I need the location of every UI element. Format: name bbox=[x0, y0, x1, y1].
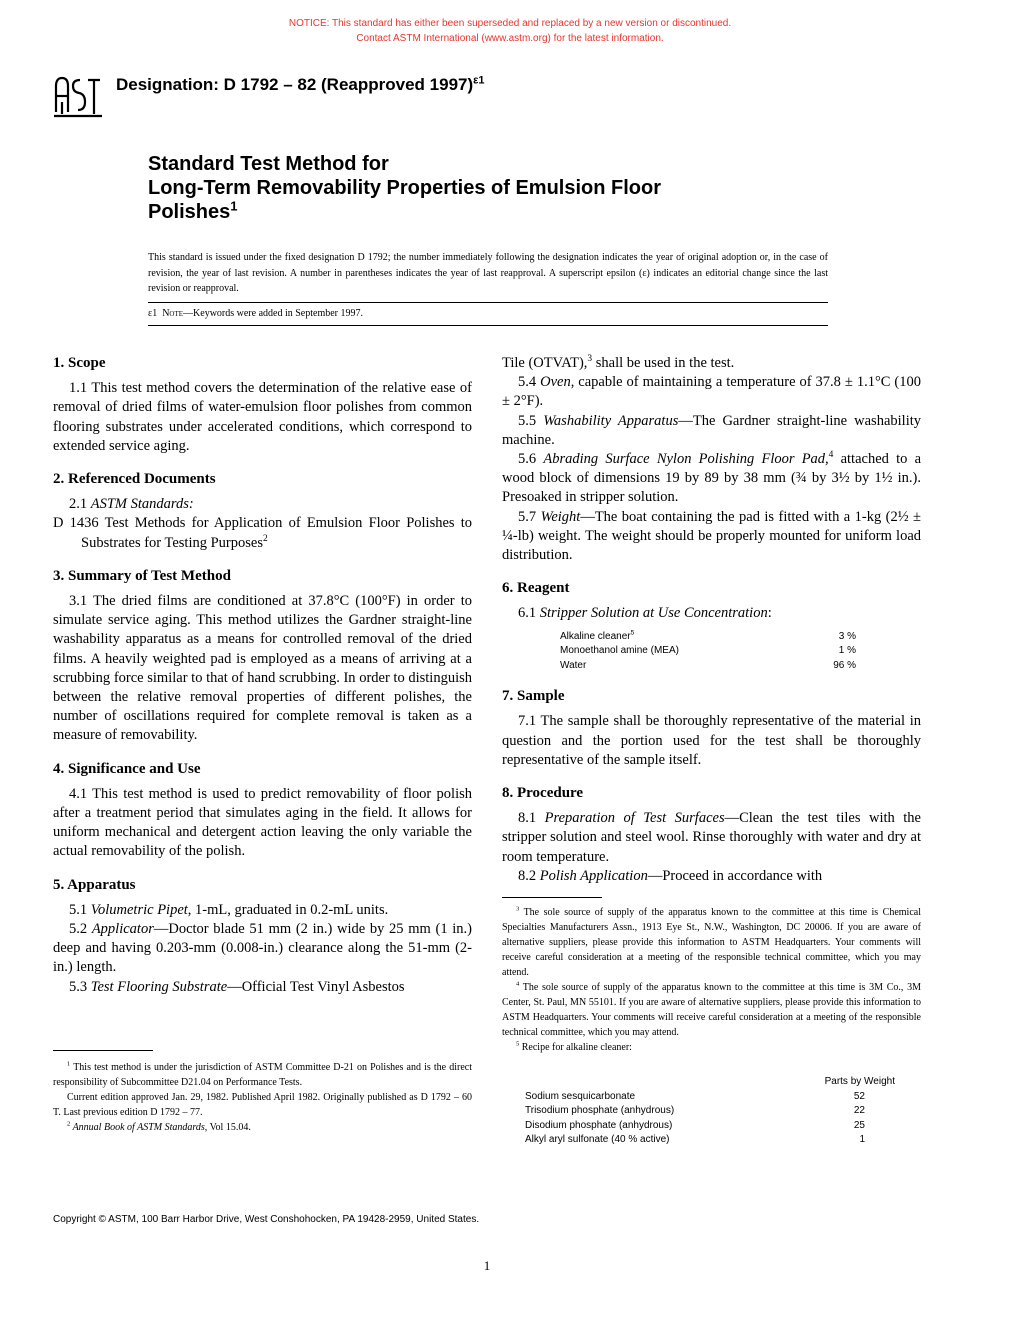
para-2-1: 2.1 ASTM Standards: bbox=[69, 496, 194, 513]
table-row: Alkaline cleaner$^5$ 3 % bbox=[560, 629, 856, 642]
left-column bbox=[53, 354, 472, 997]
para-5-7: 5.7 Weight—The boat containing the pad is fitted with a 1-kg (2½ ± ¼-lb) weight. The weight should be properly mounted for uniform load distribution. bbox=[502, 508, 922, 564]
table-row: Trisodium phosphate (anhydrous) 22 bbox=[525, 1105, 865, 1116]
para-7-1: 7.1 The sample shall be thoroughly representative of the material in question and the portion used for the test shall be thoroughly representative of the sample itself. bbox=[502, 713, 921, 768]
notice-line-1: NOTICE: This standard has either been superseded and replaced by a new version or discontinued. bbox=[288, 18, 732, 29]
copyright-line: Copyright © ASTM, 100 Barr Harbor Drive, West Conshohocken, PA 19428-2959, United States. bbox=[53, 1214, 480, 1225]
section-5-heading: 5. Apparatus bbox=[53, 876, 136, 893]
footnote-5: $^5$ Recipe for alkaline cleaner: bbox=[516, 1040, 632, 1053]
table-row: Disodium phosphate (anhydrous) 25 bbox=[525, 1119, 865, 1131]
para-5-4: 5.4 Oven, capable of maintaining a temperature of 37.8 ± 1.1°C (100 ± 2°F). bbox=[502, 374, 922, 410]
right-footnotes bbox=[502, 905, 921, 1055]
editorial-note-label: Note bbox=[162, 308, 184, 319]
para-5-6: 5.6 Abrading Surface Nylon Polishing Floor Pad,$^4$ attached to a wood block of dimensions 19 by 89 by 38 mm (¾ by 3½ by 1½ in.). Presoaked in stripper solution. bbox=[502, 450, 922, 506]
para-5-5: 5.5 Washability Apparatus—The Gardner straight-line washability machine. bbox=[502, 412, 921, 448]
issuance-statement: This standard is issued under the fixed designation D 1792; the number immediately following the designation indicates the year of original adoption or, in the case of revision, the year of last revision. A number in parentheses indicates the year of last reapproval. A superscript epsilon (ε) indicates an editorial change since the last revision or reapproval. bbox=[148, 252, 828, 294]
editorial-note-text: —Keywords were added in September 1997. bbox=[183, 308, 363, 319]
section-8-heading: 8. Procedure bbox=[502, 784, 584, 801]
section-4-heading: 4. Significance and Use bbox=[53, 760, 201, 777]
para-8-2: 8.2 Polish Application—Proceed in accordance with bbox=[518, 867, 823, 884]
footnote-4: $^4$ The sole source of supply of the apparatus known to the committee at this time is 3M Co., 3M Center, St. Paul, MN 55101. If you are aware of alternative suppliers, please provide this information to ASTM Headquarters. Your comments will receive careful consideration at a meeting of the responsible technical committee, which you may attend. bbox=[502, 980, 921, 1038]
document-title bbox=[148, 152, 848, 224]
section-7-heading: 7. Sample bbox=[502, 688, 565, 705]
svg-text:ASTM: ASTM bbox=[78, 102, 81, 103]
para-3-1: 3.1 The dried films are conditioned at 37.8°C (100°F) in order to simulate service aging. This method utilizes the Gardner straight-line washability apparatus as a means for controlled removal of the dried films. A heavily weighted pad is employed as a means of arriving at a scrubbing force similar to that of hand scrubbing. In order to distinguish between the relative removal properties of different polishes, the number of oscillations required for complete removal is taken as a measure of removability. bbox=[53, 593, 472, 744]
title-line-2: Long-Term Removability Properties of Emulsion Floor bbox=[148, 177, 662, 199]
table-row: Monoethanol amine (MEA) 1 % bbox=[560, 645, 856, 657]
section-2-heading: 2. Referenced Documents bbox=[53, 471, 216, 488]
table-row: Sodium sesquicarbonate 52 bbox=[525, 1090, 865, 1102]
footnote-1b: Current edition approved Jan. 29, 1982. Published April 1982. Originally published as D 1792 – 60 T. Last previous edition D 1792 – 77. bbox=[53, 1092, 472, 1118]
footnote-2: $^2$ Annual Book of ASTM Standards, Vol 15.04. bbox=[67, 1120, 251, 1133]
para-5-3-cont: Tile (OTVAT),$^3$ shall be used in the test. bbox=[502, 354, 735, 371]
para-5-2: 5.2 Applicator—Doctor blade 51 mm (2 in.) wide by 25 mm (1 in.) deep and having 0.203-mm (0.008-in.) clearance along the 51-mm (2-in.) length. bbox=[53, 921, 472, 976]
editorial-note-mark: ε1 bbox=[148, 308, 158, 319]
designation bbox=[116, 75, 485, 95]
designation-text: Designation: D 1792 – 82 (Reapproved 1997) bbox=[116, 75, 474, 94]
footnote-1: $^1$ This test method is under the jurisdiction of ASTM Committee D-21 on Polishes and is the direct responsibility of Subcommittee D21.04 on Performance Tests. bbox=[53, 1060, 472, 1088]
divider-top bbox=[148, 302, 828, 303]
para-8-1: 8.1 Preparation of Test Surfaces—Clean the test tiles with the stripper solution and steel wool. Rinse thoroughly with water and dry at room temperature. bbox=[502, 810, 921, 865]
recipe-header: Parts by Weight bbox=[824, 1076, 895, 1087]
para-5-3: 5.3 Test Flooring Substrate—Official Test Vinyl Asbestos bbox=[69, 978, 405, 995]
section-1-heading: 1. Scope bbox=[53, 355, 106, 371]
reference-d1436: D 1436 Test Methods for Application of Emulsion Floor Polishes to Substrates for Testing Purposes$^2$ bbox=[53, 515, 472, 551]
table-row: Water 96 % bbox=[560, 659, 856, 671]
designation-epsilon: ε1 bbox=[473, 74, 485, 87]
notice-line-2: Contact ASTM International (www.astm.org) for the latest information. bbox=[356, 33, 664, 44]
title-footnote-ref: 1 bbox=[230, 198, 238, 214]
title-line-1: Standard Test Method for bbox=[148, 153, 389, 175]
divider-bottom bbox=[148, 325, 828, 326]
stripper-table bbox=[560, 630, 921, 674]
para-1-1: 1.1 This test method covers the determination of the relative ease of removal of dried films of water-emulsion floor polishes from common flooring substrates under accelerated conditions, which correspond to extended service aging. bbox=[53, 380, 472, 454]
right-column bbox=[502, 354, 921, 886]
para-6-1: 6.1 Stripper Solution at Use Concentration: bbox=[518, 605, 772, 622]
title-line-3: Polishes bbox=[148, 201, 231, 223]
page-number: 1 bbox=[483, 1258, 491, 1273]
right-footnote-rule bbox=[502, 897, 602, 898]
para-5-1: 5.1 Volumetric Pipet, 1-mL, graduated in 0.2-mL units. bbox=[69, 901, 389, 918]
recipe-table bbox=[525, 1075, 905, 1148]
editorial-note bbox=[148, 308, 363, 319]
footnote-3: $^3$ The sole source of supply of the apparatus known to the committee at this time is Chemical Specialties Manufacturers Assn., 1913 Eye St., N.W., Washington, DC 20006. If you are aware of alternative suppliers, please provide this information to ASTM Headquarters. Your comments will receive careful consideration at a meeting of the responsible technical committee, which you may attend. bbox=[502, 905, 921, 978]
left-footnotes bbox=[53, 1060, 472, 1135]
section-3-heading: 3. Summary of Test Method bbox=[53, 567, 231, 584]
para-4-1: 4.1 This test method is used to predict removability of floor polish after a treatment period that simulates aging in the field. It allows for uniform mechanical and detergent action leaving the only variable the actual removability of the polish. bbox=[53, 785, 472, 860]
table-row bbox=[525, 1075, 905, 1090]
astm-logo bbox=[52, 72, 104, 118]
left-footnote-rule bbox=[53, 1050, 153, 1051]
table-row: Alkyl aryl sulfonate (40 % active) 1 bbox=[525, 1134, 865, 1145]
section-6-heading: 6. Reagent bbox=[502, 580, 570, 597]
